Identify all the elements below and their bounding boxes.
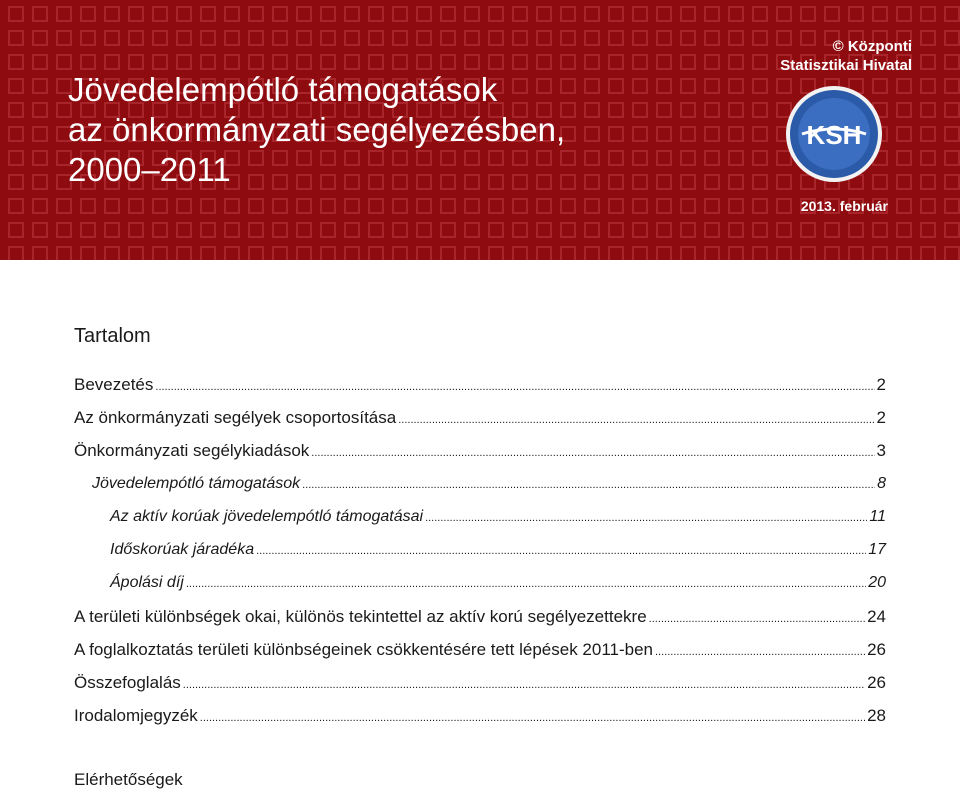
toc-item-page: 26: [867, 640, 886, 659]
toc-item-page: 26: [867, 673, 886, 692]
toc-item-page: 2: [876, 408, 886, 427]
toc-item-page: 17: [868, 541, 886, 558]
toc-item-page: 24: [867, 607, 886, 626]
ksh-logo-icon: [784, 84, 884, 184]
toc-item-jovedelempotlo[interactable]: [92, 475, 886, 505]
toc-item-label: Jövedelempótló támogatások: [92, 475, 301, 492]
toc-item-apolasi-dij[interactable]: [110, 574, 886, 604]
toc-item-label: Az önkormányzati segélyek csoportosítása: [74, 408, 397, 427]
toc-item-page: 28: [867, 706, 886, 725]
toc-item-label: Ápolási díj: [110, 574, 184, 591]
logo-text: KSH: [806, 120, 862, 150]
toc-item-label: Bevezetés: [74, 375, 154, 394]
contacts-link[interactable]: Elérhetőségek: [74, 770, 183, 789]
brand-name: Statisztikai Hivatal: [780, 57, 912, 74]
toc-item-label: Önkormányzati segélykiadások: [74, 441, 310, 460]
toc-item-osszefoglalas[interactable]: [74, 673, 886, 703]
toc-item-irodalomjegyzek[interactable]: [74, 706, 886, 736]
publication-date: 2013. február: [800, 198, 888, 214]
toc-item-foglalkoztatas[interactable]: [74, 640, 886, 670]
toc-heading: Tartalom: [74, 325, 151, 347]
header-banner: [0, 0, 960, 260]
title-line-2: az önkormányzati segélyezésben,: [68, 111, 566, 148]
toc-item-teruleti-kulonbsegek[interactable]: [74, 607, 886, 637]
toc-item-idoskoruak[interactable]: [110, 541, 886, 571]
toc-item-label: Összefoglalás: [74, 673, 181, 692]
brand-copyright: © Központi: [832, 38, 912, 55]
title-line-1: Jövedelempótló támogatások: [68, 71, 498, 108]
toc-item-bevezetes[interactable]: [74, 375, 886, 405]
toc-item-label: A területi különbségek okai, különös tekintettel az aktív korú segélyezettekre: [74, 607, 647, 626]
toc-item-page: 2: [876, 375, 886, 394]
toc-item-aktiv-koruak[interactable]: [110, 508, 886, 538]
toc-item-page: 11: [869, 508, 886, 525]
page-title: [68, 70, 565, 190]
toc-item-label: A foglalkoztatás területi különbségeinek csökkentésére tett lépések 2011-ben: [74, 640, 653, 659]
toc-item-csoportositas[interactable]: [74, 408, 886, 438]
toc-item-page: 3: [876, 441, 886, 460]
toc-item-segelykiadasok[interactable]: [74, 441, 886, 471]
toc-item-label: Az aktív korúak jövedelempótló támogatásai: [110, 508, 424, 525]
title-line-3: 2000–2011: [68, 151, 231, 188]
publisher-brand: [780, 37, 912, 75]
toc-item-page: 20: [868, 574, 886, 591]
toc-item-label: Időskorúak járadéka: [110, 541, 255, 558]
toc-item-label: Irodalomjegyzék: [74, 706, 198, 725]
toc-item-page: 8: [877, 475, 886, 492]
